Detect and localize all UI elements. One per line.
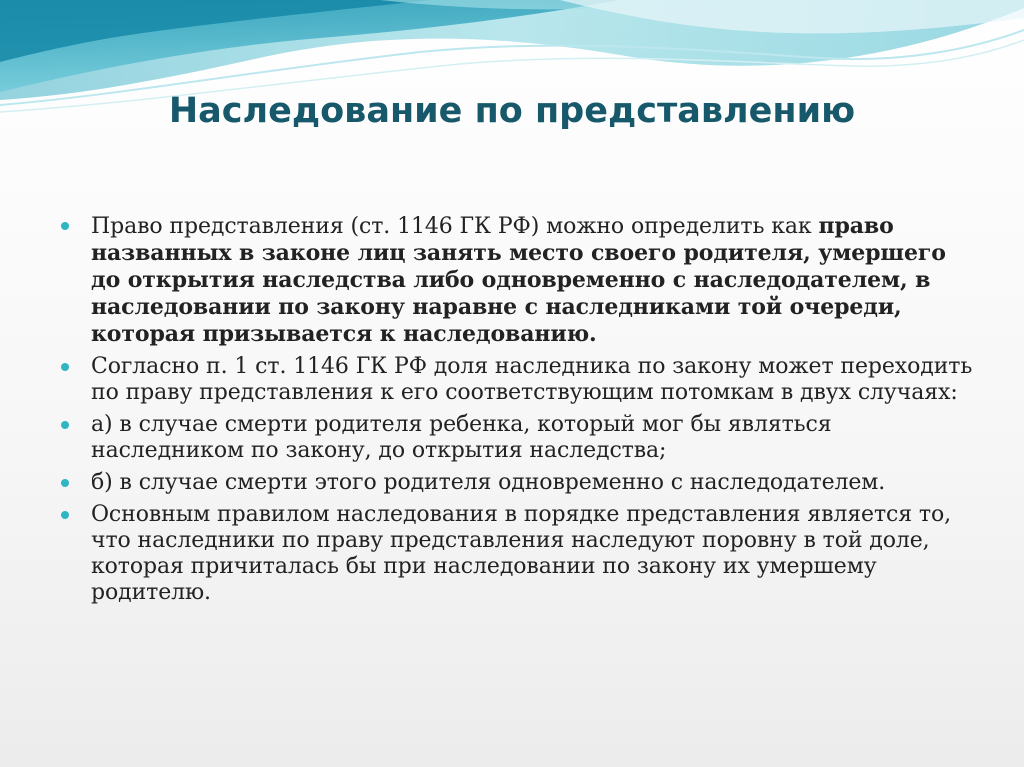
bullet-text: Право представления (ст. 1146 ГК РФ) можно определить как: [91, 214, 819, 239]
slide-title: Наследование по представлению: [168, 91, 856, 131]
bullet-dot-icon: [61, 222, 69, 230]
bullet-text: б) в случае смерти этого родителя одновременно с наследодателем.: [91, 470, 886, 495]
bullet-dot-icon: [61, 421, 69, 429]
bullet-bold-text: право названных в законе лиц занять место своего родителя, умершего до открытия наследства либо одновременно с наследодателем, в наследовании по закону наравне с наследниками той очереди, которая призывается к наследованию.: [91, 213, 946, 347]
bullet-item-3: [60, 412, 980, 464]
bullet-text: Основным правилом наследования в порядке представления является то, что наследники по праву представления наследуют поровну в той доле, которая причиталась бы при наследовании по закону их умершему родителю.: [91, 502, 952, 605]
bullet-item-4: [60, 470, 980, 496]
bullet-text: а) в случае смерти родителя ребенка, который мог бы являться наследником по закону, до открытия наследства;: [91, 412, 832, 463]
bullet-item-5: [60, 502, 980, 606]
bullet-list: [60, 213, 980, 612]
bullet-dot-icon: [61, 511, 69, 519]
bullet-dot-icon: [61, 363, 69, 371]
bullet-text: Согласно п. 1 ст. 1146 ГК РФ доля наследника по закону может переходить по праву представления к его соответствующим потомкам в двух случаях:: [91, 354, 973, 405]
bullet-item-1: [60, 213, 980, 348]
bullet-dot-icon: [61, 479, 69, 487]
bullet-item-2: [60, 354, 980, 406]
